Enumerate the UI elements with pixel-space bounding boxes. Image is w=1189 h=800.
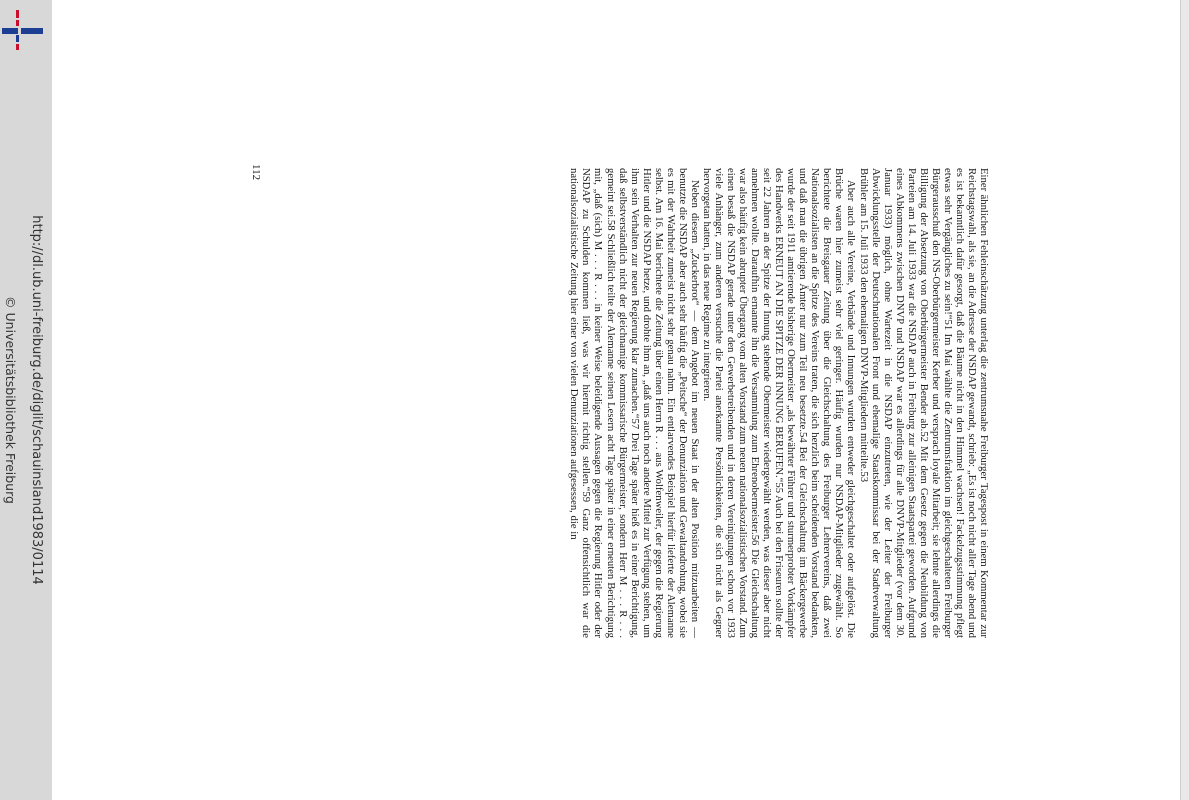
page-number: 112 (250, 164, 262, 181)
document-body (568, 168, 990, 638)
page-edge (1180, 0, 1189, 800)
watermark (0, 0, 52, 800)
paragraph: Einer ähnlichen Fehleinschätzung unterlag die zentrumsnahe Freiburger Tagespost in einem Kommentar zur Reichstagswahl, als sie, an die Adresse der NSDAP gewandt, schrieb: „Es ist noch nicht aller Tage abend und es ist bekanntlich dafür gesorgt, daß die Bäume nicht in den Himmel wachsen! Fackelzugsstimmung pflegt etwas sehr Vergängliches zu sein!“51 Im Mai wählte die Zentrumsfraktion im gleichgeschalteten Freiburger Bürgerausschuß den NS-Oberbürgermeister Kerber und versprach loyale Mitarbeit; sie lehnte allerdings die Billigung der Absetzung von Oberbürgermeister Bender ab.52 Mit dem Gesetz gegen die Neubildung von Parteien am 14. Juli 1933 war die NSDAP auch in Freiburg zur alleinigen Staatspartei geworden. Aufgrund eines Abkommens zwischen DNVP und NSDAP war es allerdings für alle DNVP-Mitglieder (vor dem 30. Januar 1933) möglich, ohne Wartezeit in die NSDAP einzutreten, wie der Leiter der Freiburger Abwicklungsstelle der Deutschnationalen Front und ehemalige Staatskommissar bei der Stadtverwaltung Brühler am 15. Juli 1933 den ehemaligen DNVP-Mitgliedern mitteilte.53 (857, 168, 990, 638)
paragraph: Aber auch alle Vereine, Verbände und Innungen wurden entweder gleichgeschaltet oder aufgelöst. Die Brüche waren hier zumeist sehr viel geringer. Häufig wurden nur NSDAP-Mitglieder zugewählt. So berichtete die Breisgauer Zeitung über die Gleichschaltung des Freiburger Lehrervereins, daß zwei Nationalsozialisten an die Spitze des Vereins traten, die sich herzlich beim scheidenden Vorstand bedankten, und daß man die übrigen Ämter nur zum Teil neu besetzte.54 Bei der Gleichschaltung im Bäckergewerbe wurde der seit 1911 amtierende bisherige Obermeister „als bewährter Führer und sturmerprobter Vorkämpfer des Handwerks ERNEUT AN DIE SPITZE DER INNUNG BERUFEN.“55 Auch bei den Friseuren sollte der seit 22 Jahren an der Spitze der Innung stehende Obermeister wiedergewählt werden, was dieser aber nicht annehmen wollte. Daraufhin ernannte ihn die Versammlung zum Ehrenobermeister.56 Die Gleichschaltung war also häufig kein abrupter Übergang vom alten Vorstand zum neuen nationalsozialistischen Vorstand. Zum einen besaß die NSDAP gerade unter den Gewerbetreibenden und in deren Vereinigungen schon vor 1933 viele Anhänger, zum anderen versuchte die Partei anerkannte Persönlichkeiten, die sich nicht als Gegner hervorgetan hatten, in das neue Regime zu integrieren. (700, 168, 858, 638)
viewer-sidebar (0, 0, 52, 800)
source-url: http://dl.ub.uni-freiburg.de/diglit/schauinsland1983/0114 (29, 215, 44, 585)
paragraph: Neben diesem „Zuckerbrot“ — dem Angebot im neuen Staat in der alten Position mitzuarbeiten — benutzte die NSDAP aber auch sehr häufig die „Peitsche“ der Denunziation und Gewaltandrohung, wobei sie es mit der Wahrheit zumeist nicht sehr genau nahm. Ein entlarvendes Beispiel hierfür lieferte der Alemanne selbst. Am 16. Mai berichtete die Zeitung über einen Herrn R . . . aus Wolfenweiler, der gegen die Regierung Hitler und die NSDAP hetze, und drohte ihm an, „daß uns auch noch andere Mittel zur Verfügung stehen, um ihm sein Verhalten zur neuen Regierung klar zumachen.“57 Drei Tage später hieß es in einer Berichtigung, daß selbstverständlich nicht der gleichnamige kommissarische Bürgermeister, sondern Herr M . . . R . . . gemeint sei.58 Schließlich teilte der Alemanne seinen Lesern acht Tage später in einer erneuten Berichtigung mit, „daß (sich) M . . . R . . . in keiner Weise beleidigende Aussagen gegen die Regierung Hitler oder der NSDAP zu Schulden kommen ließ, was wir hiermit richtig stellen.“59 Ganz offensichtlich war die nationalsozialistische Zeitung hier einer von vielen Denunziationen aufgesessen, die in (568, 168, 701, 638)
copyright-notice: © Universitätsbibliothek Freiburg (3, 296, 18, 504)
